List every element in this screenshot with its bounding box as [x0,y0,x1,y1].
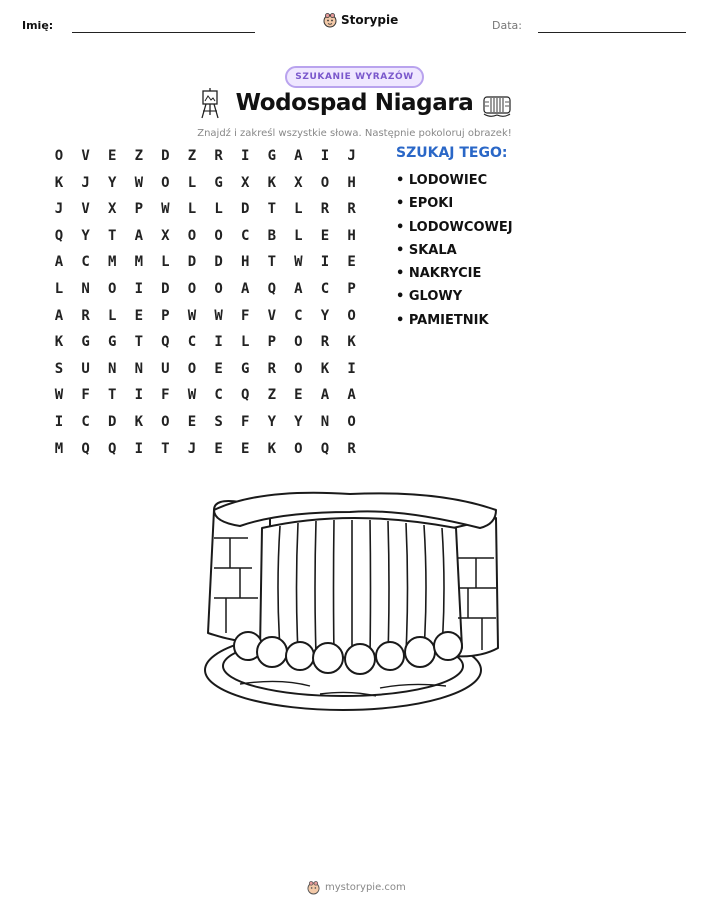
grid-letter[interactable]: I [134,440,144,457]
grid-letter[interactable]: K [134,414,144,430]
grid-letter[interactable]: D [240,201,250,218]
grid-letter[interactable]: P [161,307,170,324]
grid-letter[interactable]: K [54,334,64,351]
grid-letter[interactable]: J [81,174,90,191]
grid-letter[interactable]: O [347,307,356,324]
grid-letter[interactable]: Q [81,440,90,457]
grid-letter[interactable]: R [214,148,223,164]
grid-letter[interactable]: H [240,254,250,271]
brand-name: Storypie [341,13,399,27]
grid-letter[interactable]: A [134,227,144,244]
grid-letter[interactable]: O [294,440,303,457]
grid-letter[interactable]: O [187,227,197,244]
grid-letter[interactable]: R [81,307,90,324]
word-item: • LODOWCOWEJ [396,218,513,241]
grid-letter[interactable]: Y [81,227,90,244]
grid-letter[interactable]: Q [267,281,277,297]
grid-letter[interactable]: I [214,334,223,351]
grid-letter[interactable]: O [294,334,303,351]
footer-url: mystorypie.com [325,882,406,893]
grid-letter[interactable]: P [134,201,144,218]
grid-letter[interactable]: T [134,334,144,351]
footer [307,880,406,895]
grid-letter[interactable]: L [294,201,303,218]
grid-letter[interactable]: M [54,440,64,457]
grid-letter[interactable]: I [134,281,144,297]
grid-letter[interactable]: W [54,387,64,404]
grid-letter[interactable]: O [187,281,197,297]
page-title: Wodospad Niagara [235,90,474,116]
grid-letter[interactable]: C [81,254,90,271]
grid-letter[interactable]: L [187,174,197,191]
grid-letter[interactable]: N [320,414,330,430]
grid-letter[interactable]: Y [107,174,117,191]
grid-letter[interactable]: O [294,360,303,377]
grid-letter[interactable]: E [107,148,117,164]
grid-letter[interactable]: N [107,360,117,377]
activity-badge: SZUKANIE WYRAZÓW [285,66,424,88]
name-label: Imię: [22,19,54,32]
waterfall-coloring-illustration [200,488,500,728]
grid-letter[interactable]: O [320,174,330,191]
grid-letter[interactable]: Q [107,440,117,457]
brand-logo [323,12,398,28]
grid-letter[interactable]: W [214,307,223,324]
grid-letter[interactable]: M [107,254,117,271]
grid-letter[interactable]: I [347,360,356,377]
instructions: Znajdź i zakreśl wszystkie słowa. Następnie pokoloruj obrazek! [197,128,512,139]
storypie-logo-icon [307,880,320,895]
grid-letter[interactable]: Z [267,387,277,404]
word-item: • SKALA [396,241,513,264]
grid-letter[interactable]: A [347,387,356,404]
grid-letter[interactable]: E [214,360,223,377]
grid-letter[interactable]: V [81,201,90,218]
grid-letter[interactable]: L [214,201,223,218]
grid-letter[interactable]: Q [54,227,64,244]
grid-letter[interactable]: S [54,360,64,377]
grid-letter[interactable]: R [347,440,356,457]
grid-letter[interactable]: Y [267,414,277,430]
grid-letter[interactable]: Z [134,148,144,164]
grid-letter[interactable]: U [161,360,170,377]
grid-letter[interactable]: E [347,254,356,271]
grid-letter[interactable]: A [320,387,330,404]
grid-letter[interactable]: B [267,227,277,244]
grid-letter[interactable]: W [187,307,197,324]
grid-letter[interactable]: N [81,281,90,297]
grid-letter[interactable]: L [187,201,197,218]
grid-letter[interactable]: T [161,440,170,457]
word-item: • NAKRYCIE [396,264,513,287]
date-line[interactable] [538,32,686,33]
grid-letter[interactable]: W [134,174,144,191]
grid-letter[interactable]: K [347,334,356,351]
grid-letter[interactable]: Q [161,334,170,351]
grid-letter[interactable]: U [81,360,90,377]
grid-letter[interactable]: T [107,227,117,244]
date-label: Data: [492,19,522,32]
grid-letter[interactable]: H [347,174,356,191]
grid-letter[interactable]: R [320,201,330,218]
grid-letter[interactable]: R [267,360,277,377]
grid-letter[interactable]: K [54,174,64,191]
grid-letter[interactable]: A [294,148,303,164]
grid-letter[interactable]: J [187,440,197,457]
grid-letter[interactable]: C [320,281,330,297]
grid-letter[interactable]: G [81,334,90,351]
grid-letter[interactable]: I [240,148,250,164]
grid-letter[interactable]: W [294,254,303,271]
grid-letter[interactable]: O [54,148,64,164]
grid-letter[interactable]: A [54,254,64,271]
grid-letter[interactable]: S [214,414,223,430]
grid-letter[interactable]: Q [320,440,330,457]
grid-letter[interactable]: E [134,307,144,324]
grid-letter[interactable]: C [214,387,223,404]
grid-letter[interactable]: Y [320,307,330,324]
grid-letter[interactable]: F [240,307,250,324]
grid-letter[interactable]: F [240,414,250,430]
grid-letter[interactable]: R [347,201,356,218]
grid-letter[interactable]: T [267,254,277,271]
grid-letter[interactable]: J [54,201,64,218]
grid-letter[interactable]: X [107,201,117,218]
grid-letter[interactable]: K [267,440,277,457]
grid-letter[interactable]: O [107,281,117,297]
word-item: • EPOKI [396,194,513,217]
grid-letter[interactable]: O [187,360,197,377]
grid-letter[interactable]: G [107,334,117,351]
grid-letter[interactable]: D [161,281,170,297]
grid-letter[interactable]: X [240,174,250,191]
grid-letter[interactable]: W [187,387,197,404]
grid-letter[interactable]: V [81,148,90,164]
grid-letter[interactable]: I [320,148,330,164]
grid-letter[interactable]: L [54,281,64,297]
grid-letter[interactable]: C [240,227,250,244]
grid-letter[interactable]: K [267,174,277,191]
grid-letter[interactable]: O [214,227,223,244]
grid-letter[interactable]: W [161,201,170,218]
grid-letter[interactable]: L [240,334,250,351]
grid-letter[interactable]: Y [294,414,303,430]
grid-letter[interactable]: R [320,334,330,351]
grid-letter[interactable]: N [134,360,144,377]
word-item: • LODOWIEC [396,171,513,194]
grid-letter[interactable]: L [161,254,170,271]
grid-letter[interactable]: O [161,414,170,430]
grid-letter[interactable]: X [161,227,170,244]
grid-letter[interactable]: P [347,281,356,297]
grid-letter[interactable]: C [81,414,90,430]
grid-letter[interactable]: K [320,360,330,377]
word-item: • PAMIETNIK [396,311,513,334]
storypie-logo-icon [323,12,337,28]
grid-letter[interactable]: D [161,148,170,164]
grid-letter[interactable]: G [267,148,277,164]
grid-letter[interactable]: V [267,307,277,324]
waterfall-icon [482,93,512,119]
grid-letter[interactable]: X [294,174,303,191]
grid-letter[interactable]: T [107,387,117,404]
grid-letter[interactable]: F [81,387,90,404]
grid-letter[interactable]: I [54,414,64,430]
grid-letter[interactable]: I [134,387,144,404]
grid-letter[interactable]: A [240,281,250,297]
grid-letter[interactable]: Q [240,387,250,404]
grid-letter[interactable]: J [347,148,356,164]
grid-letter[interactable]: D [187,254,197,271]
grid-letter[interactable]: E [240,440,250,457]
grid-letter[interactable]: H [347,227,356,244]
grid-letter[interactable]: A [54,307,64,324]
grid-letter[interactable]: T [267,201,277,218]
grid-letter[interactable]: A [294,281,303,297]
grid-letter[interactable]: I [320,254,330,271]
grid-letter[interactable]: E [187,414,197,430]
grid-letter[interactable]: C [294,307,303,324]
grid-letter[interactable]: M [134,254,144,271]
grid-letter[interactable]: O [214,281,223,297]
grid-letter[interactable]: C [187,334,197,351]
grid-letter[interactable]: L [107,307,117,324]
grid-letter[interactable]: E [320,227,330,244]
grid-letter[interactable]: L [294,227,303,244]
grid-letter[interactable]: F [161,387,170,404]
word-item: • GLOWY [396,287,513,310]
grid-letter[interactable]: E [214,440,223,457]
grid-letter[interactable]: Z [187,148,197,164]
grid-letter[interactable]: G [214,174,223,191]
word-list [396,171,513,334]
name-line[interactable] [72,32,255,33]
grid-letter[interactable]: G [240,360,250,377]
grid-letter[interactable]: E [294,387,303,404]
grid-letter[interactable]: O [161,174,170,191]
words-heading: SZUKAJ TEGO: [396,145,508,161]
grid-letter[interactable]: D [107,414,117,430]
grid-letter[interactable]: O [347,414,356,430]
grid-letter[interactable]: P [267,334,277,351]
grid-letter[interactable]: D [214,254,223,271]
